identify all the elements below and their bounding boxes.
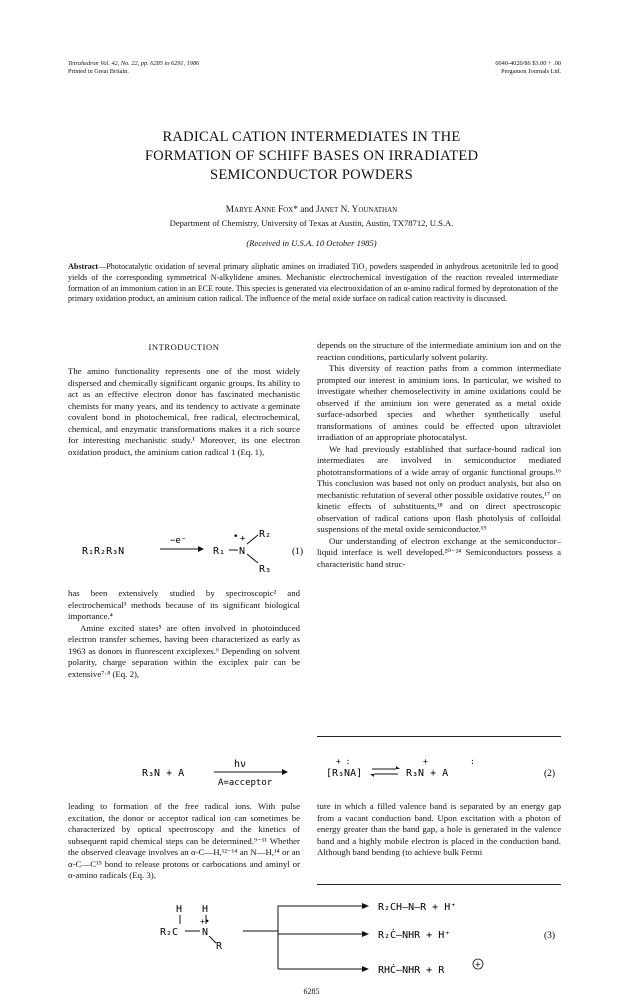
- left-col-para-4: leading to formation of the free radical ions. With pulse excitation, the donor or acceptor radical ion can sometimes be characterized by optical spectroscopy and the kinetics of subsequent rapid chemical steps can be determined.⁹⁻¹¹ Whether the observed cleavage involves an α-C—H,¹²⁻¹⁴ an N—H,¹⁴ or an α-C—C¹⁵ bond to release protons or carbocations and aminyl or α-amino radicals (Eq. 3),: [68, 801, 300, 880]
- author-1: Marye Anne Fox*: [225, 205, 298, 215]
- eq1-lower-substituent: R₃: [259, 564, 272, 575]
- eq1-reactant: R₁R₂R₃N: [82, 546, 125, 557]
- received-date: (Received in U.S.A. 10 October 1985): [246, 238, 377, 248]
- eq3-r: R: [216, 941, 223, 952]
- page-number: 6285: [303, 987, 320, 996]
- divider-lower: [317, 884, 561, 885]
- abstract-text: —Photocatalytic oxidation of several primary aliphatic amines on irradiated TiO₂ powders suspended in anhydrous acetonitrile led to good yields of the corresponding symmetrical N-alkylidene amines. Mechanistic electrochemical investigation of the reaction revealed intermediate formation of an immonium cation in an ECE route. This species is generated via electrooxidation of an α-amino radical formed by deprotonation of the primary oxidation product, an aminium cation radical. The influence of the metal oxide surface on radical cation reactivity is discussed.: [68, 262, 558, 304]
- eq3-product-3: RHĊ–NHR + R: [378, 965, 445, 976]
- divider-upper: [317, 736, 561, 737]
- eq3-h1: H: [176, 904, 183, 915]
- eq3-n: N: [202, 927, 209, 938]
- eq1-n-substituent: R₁: [213, 546, 226, 557]
- equation-2: [68, 752, 568, 792]
- eq2-ion-pair: [R₃NA]: [326, 768, 363, 779]
- equation-3: [68, 890, 568, 982]
- header-left: [68, 60, 199, 76]
- authors: [60, 205, 563, 215]
- eq3-product-1: R₂CH–N–R + H⁺: [378, 902, 457, 913]
- eq3-number: (3): [544, 931, 556, 941]
- svg-text:•: •: [233, 532, 239, 542]
- author-2: Janet N. Younathan: [315, 205, 398, 215]
- svg-text:+: +: [240, 534, 246, 544]
- eq1-upper-substituent: R₂: [259, 529, 272, 540]
- eq3-h2: H: [202, 904, 209, 915]
- right-col-paras: depends on the structure of the intermediate aminium ion and on the reaction conditions, particularly solvent polarity. This diversity of reaction paths from a common intermediate prompted our interest in aminium ions. In particular, we wished to investigate whether chemoselectivity in amine oxidations could be observed if the aminium ion were generated as a metal oxide surface-adsorbed species and whether synthetically useful transformations of amines could be effected upon ultraviolet irradiation of an appropriate photocatalyst. We had previously established that surface-bound radical ion intermediates are involved in semiconductor mediated phototransformations of a wide array of organic functional groups.¹⁶ This conclusion was based not only on product analysis, but also on mechanistic refutation of several other possible oxidative routes,¹⁷ on kinetic effects of substituents,¹⁸ and on direct spectroscopic observation of radical cations upon flash photolysis of colloidal suspensions of the metal oxide semiconductor.¹⁹ Our understanding of electron exchange at the semiconductor–liquid interface is well developed.²⁰⁻²⁴ Semiconductors possess a characteristic band struc-: [317, 340, 561, 569]
- svg-text:N: N: [239, 546, 246, 557]
- left-col-para-1: The amino functionality represents one of the most widely dispersed and chemically significant organic groups. Its ability to act as an effective electron donor has fascinated mechanistic chemists for many years, and its tendency to activate a geminate covalent bond in photochemical, free radical, electrochemical, chemical, and enzymatic transformations makes it a rich source for interesting mechanistic study.¹ Moreover, its one electron oxidation product, the aminium cation radical 1 (Eq. 1),: [68, 366, 300, 457]
- publisher: Pergamon Journals Ltd.: [501, 68, 561, 75]
- eq1-arrow-label: −e⁻: [170, 536, 187, 546]
- svg-text::: :: [470, 757, 475, 766]
- eq1-number: (1): [292, 547, 304, 557]
- eq2-hv: hν: [234, 759, 247, 770]
- title-line-1: RADICAL CATION INTERMEDIATES IN THE: [162, 129, 461, 145]
- abstract: [68, 262, 558, 305]
- right-col-para-5: ture in which a filled valence band is separated by an energy gap from a vacant conduction band. Upon excitation with a photon of energy greater than the band gap, a hole is generated in the valence band and a highly mobile electron is placed in the conduction band. Although band bending (to achieve bulk Fermi: [317, 801, 561, 857]
- abstract-label: Abstract: [68, 262, 99, 271]
- introduction-heading: INTRODUCTION: [148, 342, 220, 352]
- printed-location: Printed in Great Britain.: [68, 68, 129, 75]
- article-title: [60, 128, 563, 185]
- svg-text:+ :: + :: [336, 757, 351, 766]
- svg-text:+: +: [423, 757, 428, 766]
- eq3-r2c: R₂C: [160, 927, 179, 938]
- journal-citation: Tetrahedron Vol. 42, No. 22, pp. 6285 to 6291, 1986: [68, 60, 200, 67]
- eq2-products: R₃N + A: [406, 768, 449, 779]
- eq2-acceptor-note: A=acceptor: [218, 778, 273, 788]
- equation-1: [68, 512, 318, 582]
- title-line-3: SEMICONDUCTOR POWDERS: [210, 167, 413, 183]
- svg-text:+•: +•: [200, 917, 210, 926]
- eq2-reactants: R₃N + A: [142, 768, 185, 779]
- author-and: and: [300, 205, 314, 215]
- eq2-number: (2): [544, 769, 556, 779]
- affiliation: Department of Chemistry, University of Texas at Austin, Austin, TX78712, U.S.A.: [169, 218, 454, 228]
- eq3-product-2: R₂Ċ–NHR + H⁺: [378, 930, 451, 941]
- title-line-2: FORMATION OF SCHIFF BASES ON IRRADIATED: [144, 148, 479, 164]
- header-right: [495, 60, 561, 76]
- article-code: 0040-4020/86 $3.00 + .00: [495, 60, 561, 67]
- svg-text:+: +: [474, 960, 482, 969]
- left-col-para-2: has been extensively studied by spectroscopic² and electrochemical³ methods because of its significant biological importance.⁴ Amine excited states⁵ are often involved in photoinduced electron transfer schemes, having been characterized as early as 1963 as donors in fluorescent exciplexes.⁶ Depending on solvent polarity, charge separation within the exciplex pair can be extensive⁷·⁸ (Eq. 2),: [68, 588, 300, 679]
